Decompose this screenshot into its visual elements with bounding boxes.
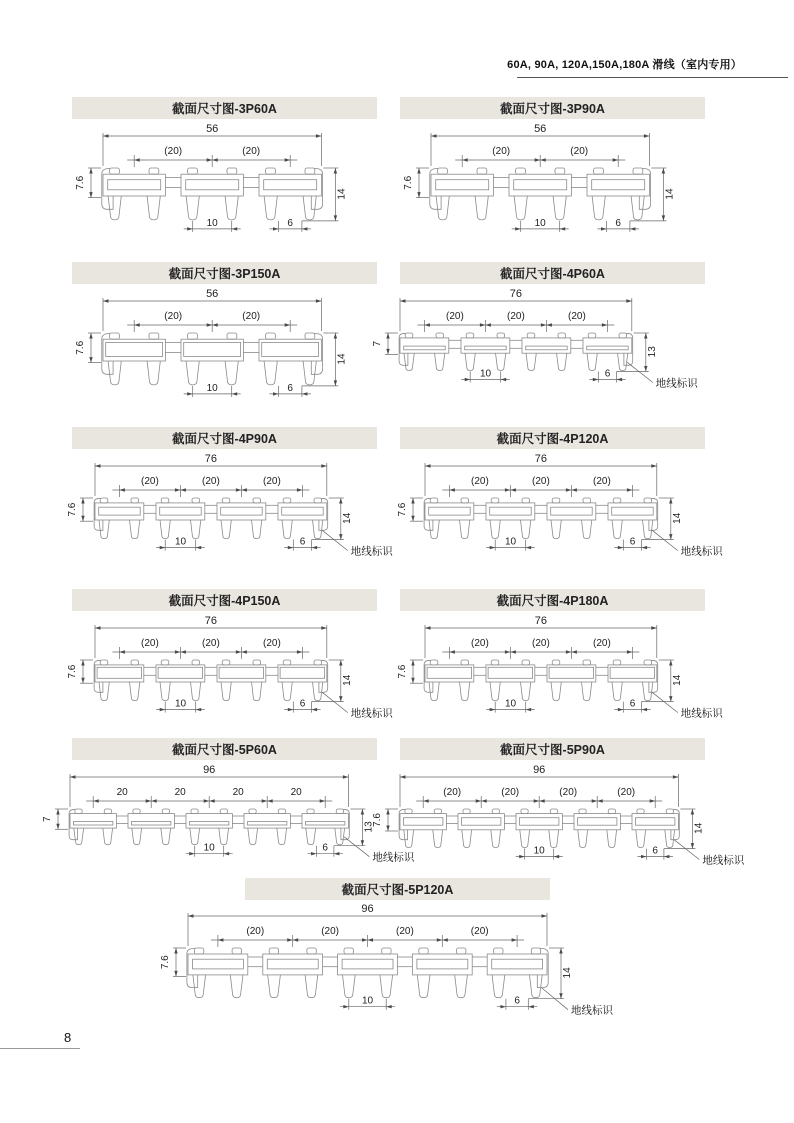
profile-outline	[430, 168, 651, 220]
dim-label: 13	[646, 346, 658, 358]
dim-label: (20)	[242, 311, 261, 322]
dimensions	[397, 453, 723, 558]
panel-title-text: 截面尺寸图-3P150A	[168, 267, 281, 281]
panel-title-4P90A	[72, 427, 377, 449]
dim-label: (20)	[470, 926, 489, 937]
dim-label: 14	[341, 512, 353, 524]
dim-label: 10	[504, 536, 517, 548]
dim-label: 6	[629, 698, 636, 710]
dim-label: 14	[693, 822, 705, 834]
dim-label: 14	[671, 674, 683, 686]
cross-section-drawing-4P150A	[53, 612, 423, 727]
dimensions	[75, 123, 347, 232]
dimensions	[372, 764, 745, 867]
dim-label: (20)	[471, 476, 489, 487]
cross-section-drawing-4P60A	[358, 285, 728, 397]
profile-outline	[102, 168, 323, 220]
dim-label: (20)	[446, 311, 464, 322]
dim-label: 6	[299, 536, 306, 548]
panel-title-3P150A	[72, 262, 377, 284]
panel-title-text: 截面尺寸图-4P120A	[496, 432, 609, 446]
dim-label: 20	[290, 787, 302, 798]
dim-label: 7.6	[67, 664, 78, 679]
footer-rule	[0, 1048, 80, 1049]
cross-section-drawing-3P90A	[391, 120, 691, 246]
dim-label: 76	[204, 615, 218, 627]
dim-label: 地线标识	[655, 377, 698, 390]
dim-label: 7	[372, 340, 383, 347]
dim-label: 地线标识	[702, 854, 745, 867]
dim-label: (20)	[593, 476, 611, 487]
dim-label: 地线标识	[350, 707, 393, 720]
dim-label: 6	[604, 368, 611, 380]
panel-title-text: 截面尺寸图-3P60A	[172, 102, 277, 116]
dim-label: 7.6	[75, 340, 86, 355]
dim-label: 6	[299, 698, 306, 710]
cross-section-drawing-3P60A	[63, 120, 363, 246]
profile-outline	[399, 809, 679, 848]
panel-title-3P60A	[72, 97, 377, 119]
dim-label: 10	[504, 698, 517, 710]
panel-title-3P90A	[400, 97, 705, 119]
dim-label: 56	[534, 123, 547, 135]
profile-outline	[424, 660, 658, 701]
dim-label: 地线标识	[680, 707, 723, 720]
dimensions	[372, 288, 698, 390]
panel-title-text: 截面尺寸图-4P60A	[500, 267, 605, 281]
dim-label: 10	[174, 698, 187, 710]
profile-outline	[69, 809, 349, 845]
dim-label: 56	[206, 123, 219, 135]
dim-label: 地线标识	[372, 851, 415, 864]
panel-title-4P150A	[72, 589, 377, 611]
dim-label: (20)	[396, 926, 414, 937]
dim-label: (20)	[263, 638, 281, 649]
cross-section-drawing-3P150A	[63, 285, 363, 411]
dim-label: 地线标识	[350, 545, 393, 558]
dim-label: 13	[363, 821, 375, 833]
panel-title-text: 截面尺寸图-4P180A	[496, 594, 609, 608]
dim-label: (20)	[559, 787, 578, 798]
dim-label: 地线标识	[680, 545, 723, 558]
dim-label: 20	[116, 787, 128, 798]
dim-label: 14	[562, 967, 573, 979]
dim-label: 14	[671, 512, 683, 524]
dim-label: 76	[509, 288, 523, 300]
cross-section-drawing-4P90A	[53, 450, 423, 565]
dim-label: (20)	[164, 146, 183, 157]
panel-title-5P120A	[245, 878, 550, 900]
panel-title-4P120A	[400, 427, 705, 449]
dim-label: 地线标识	[571, 1004, 613, 1017]
dim-label: (20)	[568, 311, 586, 322]
dim-label: 76	[534, 453, 548, 465]
dim-label: 7.6	[67, 502, 78, 517]
dim-label: 10	[206, 382, 218, 394]
dim-label: 6	[652, 845, 658, 857]
dim-label: (20)	[471, 638, 489, 649]
panel-title-5P90A	[400, 738, 705, 760]
profile-outline	[94, 498, 328, 539]
dim-label: (20)	[141, 638, 159, 649]
dimensions	[67, 453, 393, 558]
panel-title-text: 截面尺寸图-4P90A	[172, 432, 277, 446]
profile-outline	[94, 660, 328, 701]
dimensions	[403, 123, 675, 232]
dim-label: 10	[361, 995, 374, 1007]
dim-label: (20)	[532, 638, 550, 649]
dim-label: (20)	[593, 638, 611, 649]
cross-section-drawing-4P180A	[383, 612, 753, 727]
dim-label: 7.6	[372, 813, 383, 827]
cross-section-drawing-5P90A	[360, 761, 760, 874]
dim-label: 20	[174, 787, 186, 798]
dim-label: 10	[206, 217, 218, 229]
dim-label: 76	[534, 615, 548, 627]
dim-label: 10	[534, 217, 546, 229]
dim-label: 10	[174, 536, 187, 548]
dim-label: (20)	[141, 476, 159, 487]
dim-label: (20)	[507, 311, 525, 322]
dim-label: (20)	[242, 146, 261, 157]
panel-title-text: 截面尺寸图-5P60A	[172, 743, 277, 757]
dim-label: (20)	[570, 146, 589, 157]
dim-label: (20)	[617, 787, 636, 798]
dim-label: (20)	[263, 476, 281, 487]
page-header-title: 60A, 90A, 120A,150A,180A 滑线（室内专用）	[507, 59, 742, 71]
dim-label: 20	[232, 787, 244, 798]
dim-label: 10	[479, 368, 492, 380]
panel-title-text: 截面尺寸图-5P90A	[500, 743, 605, 757]
dim-label: (20)	[501, 787, 520, 798]
dim-label: 7.6	[397, 664, 408, 679]
dim-label: 96	[203, 764, 216, 776]
dim-label: 6	[629, 536, 636, 548]
dim-label: (20)	[443, 787, 462, 798]
dim-label: 14	[336, 188, 348, 200]
dim-label: 14	[341, 674, 353, 686]
profile-outline	[102, 333, 323, 385]
dim-label: 56	[206, 288, 219, 300]
page-number: 8	[64, 1030, 72, 1045]
dim-label: 7.6	[160, 955, 171, 970]
panel-title-4P180A	[400, 589, 705, 611]
dim-label: (20)	[492, 146, 511, 157]
dim-label: (20)	[202, 638, 220, 649]
dim-label: 14	[336, 353, 348, 365]
dim-label: 6	[615, 217, 621, 229]
dim-label: 6	[287, 217, 293, 229]
dim-label: 10	[533, 845, 545, 857]
panel-title-text: 截面尺寸图-4P150A	[168, 594, 281, 608]
dim-label: 6	[287, 382, 293, 394]
dim-label: 14	[664, 188, 676, 200]
header-rule	[517, 77, 788, 78]
dim-label: 6	[322, 842, 328, 854]
dim-label: 7.6	[397, 502, 408, 517]
panel-title-5P60A	[72, 738, 377, 760]
panel-title-4P60A	[400, 262, 705, 284]
dim-label: 10	[203, 842, 215, 854]
dim-label: 7.6	[403, 175, 414, 190]
cross-section-drawing-4P120A	[383, 450, 753, 565]
profile-outline	[424, 498, 658, 539]
dim-label: 76	[204, 453, 218, 465]
dim-label: 6	[514, 995, 520, 1007]
dim-label: 96	[361, 903, 374, 915]
dimensions	[160, 903, 613, 1017]
dim-label: (20)	[164, 311, 183, 322]
cross-section-drawing-5P120A	[140, 900, 660, 1024]
profile-outline	[187, 948, 548, 998]
panel-title-text: 截面尺寸图-5P120A	[341, 883, 454, 897]
dim-label: (20)	[202, 476, 220, 487]
dim-label: 96	[533, 764, 546, 776]
dim-label: 7.6	[75, 175, 86, 190]
panel-title-text: 截面尺寸图-3P90A	[500, 102, 605, 116]
profile-outline	[399, 333, 633, 371]
dim-label: (20)	[321, 926, 339, 937]
dim-label: (20)	[532, 476, 550, 487]
dim-label: 7	[42, 816, 53, 822]
dim-label: (20)	[246, 926, 265, 937]
